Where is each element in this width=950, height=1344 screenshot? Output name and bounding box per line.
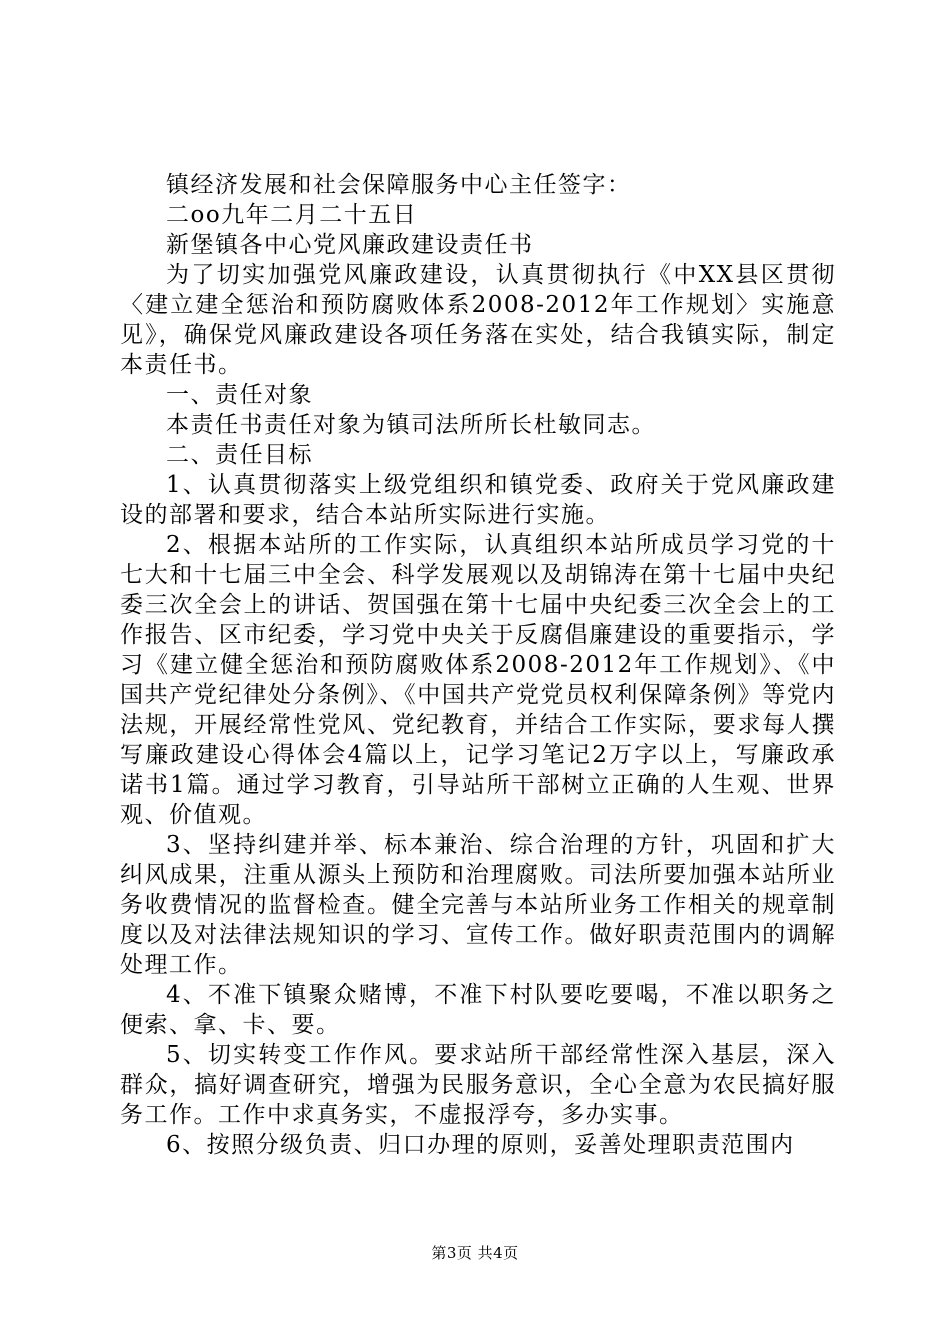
goal-item-2: 2、根据本站所的工作实际，认真组织本站所成员学习党的十七大和十七届三中全会、科学发展观以及胡锦涛在第十七届中央纪委三次全会上的讲话、贺国强在第十七届中央纪委三次全会上的工作报告、区市纪委，学习党中央关于反腐倡廉建设的重要指示，学习《建立健全惩治和预防腐败体系2008-2012年工作规划》、《中国共产党纪律处分条例》、《中国共产党党员权利保障条例》等党内法规，开展经常性党风、党纪教育，并结合工作实际，要求每人撰写廉政建设心得体会4篇以上，记学习笔记2万字以上，写廉政承诺书1篇。通过学习教育，引导站所干部树立正确的人生观、世界观、价值观。 [120, 532, 836, 828]
section-heading-responsibility-object: 一、责任对象 [166, 382, 313, 408]
goal-item-4: 4、不准下镇聚众赌博，不准下村队要吃要喝，不准以职务之便索、拿、卡、要。 [120, 982, 836, 1038]
page-number-footer: 第3页 共4页 [431, 1244, 519, 1262]
goal-item-5: 5、切实转变工作作风。要求站所干部经常性深入基层，深入群众，搞好调查研究，增强为民服务意识，全心全意为农民搞好服务工作。工作中求真务实，不虚报浮夸，多办实事。 [120, 1042, 836, 1128]
intro-paragraph: 为了切实加强党风廉政建设，认真贯彻执行《中XX县区贯彻〈建立建全惩治和预防腐败体系2008-2012年工作规划〉实施意见》，确保党风廉政建设各项任务落在实处，结合我镇实际，制定本责任书。 [120, 262, 836, 378]
section-heading-responsibility-goals: 二、责任目标 [166, 442, 313, 468]
goal-item-6: 6、按照分级负责、归口办理的原则，妥善处理职责范围内 [166, 1132, 795, 1158]
date-line: 二oo九年二月二十五日 [166, 202, 418, 228]
responsibility-object-paragraph: 本责任书责任对象为镇司法所所长杜敏同志。 [166, 412, 656, 438]
goal-item-1: 1、认真贯彻落实上级党组织和镇党委、政府关于党风廉政建设的部署和要求，结合本站所实际进行实施。 [120, 472, 836, 528]
document-body [120, 170, 836, 1160]
document-title: 新堡镇各中心党风廉政建设责任书 [166, 232, 534, 258]
goal-item-3: 3、坚持纠建并举、标本兼治、综合治理的方针，巩固和扩大纠风成果，注重从源头上预防和治理腐败。司法所要加强本站所业务收费情况的监督检查。健全完善与本站所业务工作相关的规章制度以及对法律法规知识的学习、宣传工作。做好职责范围内的调解处理工作。 [120, 832, 836, 978]
signature-line: 镇经济发展和社会保障服务中心主任签字： [166, 172, 632, 198]
